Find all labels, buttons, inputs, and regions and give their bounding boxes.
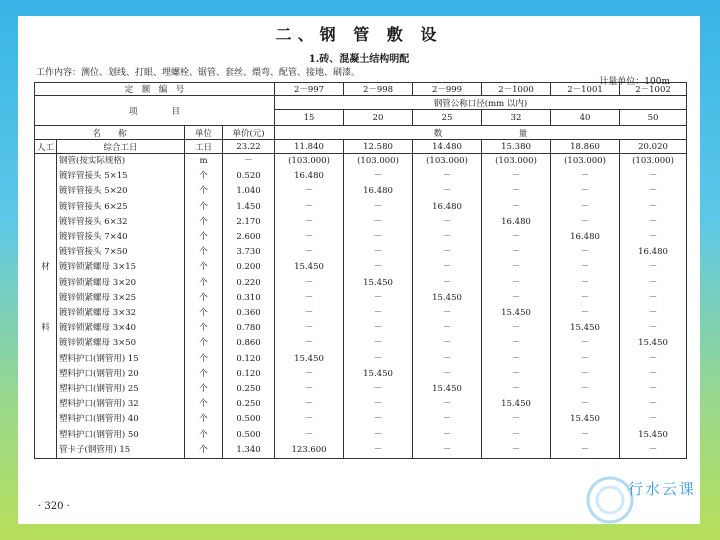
material-category-cell [35, 306, 57, 321]
material-value: (103.000) [413, 154, 482, 170]
material-unit: 个 [185, 200, 223, 215]
material-price: 0.500 [223, 428, 275, 443]
code-cell: 2－998 [344, 83, 413, 96]
slide-page [18, 16, 700, 524]
material-category-cell [35, 367, 57, 382]
labor-value: 20.020 [620, 140, 687, 154]
material-value: 15.450 [344, 276, 413, 291]
code-cell: 2－1002 [620, 83, 687, 96]
material-row [35, 260, 687, 275]
material-value: － [413, 397, 482, 412]
material-value: 16.480 [275, 169, 344, 184]
material-name: 镀锌锁紧螺母 3×25 [57, 291, 185, 306]
material-value: － [344, 245, 413, 260]
material-value: － [275, 397, 344, 412]
material-row [35, 245, 687, 260]
material-price: 1.040 [223, 184, 275, 199]
material-value: － [620, 412, 687, 427]
material-value: 16.480 [344, 184, 413, 199]
material-value: 16.480 [620, 245, 687, 260]
item-header: 项 目 [35, 96, 275, 126]
material-row [35, 291, 687, 306]
amount-header: 数 量 [275, 126, 687, 140]
material-unit: 个 [185, 306, 223, 321]
material-value: － [620, 443, 687, 459]
material-unit: 个 [185, 184, 223, 199]
material-row [35, 428, 687, 443]
material-name: 镀锌锁紧螺母 3×20 [57, 276, 185, 291]
material-row [35, 367, 687, 382]
material-value: － [275, 184, 344, 199]
material-price: 2.600 [223, 230, 275, 245]
material-value: － [344, 397, 413, 412]
material-value: － [344, 260, 413, 275]
material-category-cell [35, 412, 57, 427]
material-row [35, 382, 687, 397]
material-value: － [275, 200, 344, 215]
material-row [35, 215, 687, 230]
material-value: － [413, 245, 482, 260]
material-value: － [482, 428, 551, 443]
material-unit: 个 [185, 321, 223, 336]
material-value: － [482, 184, 551, 199]
material-value: － [551, 397, 620, 412]
material-value: － [551, 215, 620, 230]
diameter-cell: 25 [413, 110, 482, 126]
material-unit: 个 [185, 397, 223, 412]
material-value: － [551, 184, 620, 199]
material-unit: m [185, 154, 223, 170]
material-price: 0.250 [223, 397, 275, 412]
unit-label: 计量单位：100m [599, 77, 670, 87]
quota-table [34, 82, 687, 459]
material-category-cell [35, 154, 57, 170]
material-value: － [482, 443, 551, 459]
material-value: － [275, 276, 344, 291]
diameter-cell: 40 [551, 110, 620, 126]
material-value: (103.000) [620, 154, 687, 170]
material-value: (103.000) [275, 154, 344, 170]
material-category-cell [35, 382, 57, 397]
material-name: 管卡子(钢管用) 15 [57, 443, 185, 459]
material-value: － [344, 200, 413, 215]
materials-body [35, 154, 687, 459]
material-price: － [223, 154, 275, 170]
material-price: 0.120 [223, 367, 275, 382]
material-category-cell: 材 [35, 260, 57, 275]
material-value: － [482, 367, 551, 382]
labor-value: 12.580 [344, 140, 413, 154]
material-unit: 个 [185, 245, 223, 260]
logo-text: 行水云课 [628, 480, 697, 498]
material-name: 塑料护口(钢管用) 32 [57, 397, 185, 412]
material-value: － [620, 230, 687, 245]
material-category-cell: 料 [35, 321, 57, 336]
material-price: 0.520 [223, 169, 275, 184]
material-unit: 个 [185, 352, 223, 367]
material-category-cell [35, 291, 57, 306]
material-name: 镀锌管接头 6×25 [57, 200, 185, 215]
material-value: － [482, 382, 551, 397]
material-value: － [620, 215, 687, 230]
material-price: 0.120 [223, 352, 275, 367]
material-value: － [275, 321, 344, 336]
material-value: － [620, 321, 687, 336]
material-price: 0.220 [223, 276, 275, 291]
material-value: － [344, 428, 413, 443]
material-value: － [344, 443, 413, 459]
labor-value: 11.840 [275, 140, 344, 154]
material-value: － [620, 276, 687, 291]
material-price: 0.860 [223, 336, 275, 351]
material-value: － [275, 428, 344, 443]
material-price: 1.450 [223, 200, 275, 215]
material-category-cell [35, 215, 57, 230]
material-category-cell [35, 443, 57, 459]
material-row [35, 169, 687, 184]
material-unit: 个 [185, 169, 223, 184]
material-value: 16.480 [413, 200, 482, 215]
material-unit: 个 [185, 443, 223, 459]
unit-header: 单位 [185, 126, 223, 140]
material-value: － [620, 397, 687, 412]
labor-value: 18.860 [551, 140, 620, 154]
material-value: － [620, 200, 687, 215]
material-value: － [413, 169, 482, 184]
material-value: － [620, 382, 687, 397]
material-row [35, 154, 687, 170]
material-category-cell [35, 352, 57, 367]
code-cell: 2－999 [413, 83, 482, 96]
material-value: － [344, 230, 413, 245]
material-value: － [344, 321, 413, 336]
material-category-cell [35, 245, 57, 260]
material-value: － [482, 352, 551, 367]
material-unit: 个 [185, 215, 223, 230]
material-name: 塑料护口(钢管用) 50 [57, 428, 185, 443]
material-row [35, 184, 687, 199]
material-value: － [413, 321, 482, 336]
material-row [35, 321, 687, 336]
material-row [35, 412, 687, 427]
code-cell: 2－1001 [551, 83, 620, 96]
material-value: － [482, 412, 551, 427]
material-value: － [551, 291, 620, 306]
watermark-logo [580, 464, 700, 524]
material-value: － [344, 412, 413, 427]
material-unit: 个 [185, 260, 223, 275]
material-category-cell [35, 428, 57, 443]
material-value: － [482, 169, 551, 184]
material-name: 镀锌管接头 5×15 [57, 169, 185, 184]
labor-unit: 工日 [185, 140, 223, 154]
material-value: － [413, 184, 482, 199]
material-name: 镀锌锁紧螺母 3×40 [57, 321, 185, 336]
material-value: － [344, 306, 413, 321]
material-name: 塑料护口(钢管用) 25 [57, 382, 185, 397]
material-value: － [551, 367, 620, 382]
work-content: 工作内容：测位、划线、打眼、埋螺栓、锯管、套丝、煨弯、配管、接地、刷漆。 [36, 68, 361, 78]
material-price: 3.730 [223, 245, 275, 260]
material-value: 15.450 [413, 291, 482, 306]
material-value: － [275, 367, 344, 382]
material-value: 15.450 [344, 367, 413, 382]
material-unit: 个 [185, 367, 223, 382]
material-price: 0.310 [223, 291, 275, 306]
material-category-cell [35, 169, 57, 184]
material-value: － [551, 245, 620, 260]
labor-row [35, 140, 687, 154]
labor-name: 综合工日 [57, 140, 185, 154]
material-value: － [344, 382, 413, 397]
material-value: (103.000) [551, 154, 620, 170]
material-value: 15.450 [551, 321, 620, 336]
diameter-cell: 32 [482, 110, 551, 126]
material-name: 镀锌管接头 6×32 [57, 215, 185, 230]
material-value: － [413, 367, 482, 382]
material-value: － [620, 260, 687, 275]
labor-category: 人工 [35, 140, 57, 154]
material-value: － [344, 352, 413, 367]
material-value: － [551, 306, 620, 321]
diameter-header: 钢管公称口径(mm 以内) [275, 96, 687, 110]
material-row [35, 230, 687, 245]
material-value: 15.450 [482, 306, 551, 321]
diameter-cell: 20 [344, 110, 413, 126]
material-name: 镀锌管接头 7×50 [57, 245, 185, 260]
material-row [35, 397, 687, 412]
name-header: 名 称 [35, 126, 185, 140]
material-value: － [344, 291, 413, 306]
material-value: － [620, 367, 687, 382]
material-name: 钢管(按实际规格) [57, 154, 185, 170]
material-row [35, 306, 687, 321]
material-value: － [482, 291, 551, 306]
material-price: 0.200 [223, 260, 275, 275]
material-value: － [275, 245, 344, 260]
material-unit: 个 [185, 230, 223, 245]
material-price: 0.360 [223, 306, 275, 321]
material-value: － [413, 412, 482, 427]
page-subtitle: 1.砖、混凝土结构明配 [308, 54, 410, 65]
material-unit: 个 [185, 428, 223, 443]
price-header: 单价(元) [223, 126, 275, 140]
material-category-cell [35, 336, 57, 351]
material-value: 123.600 [275, 443, 344, 459]
material-category-cell [35, 184, 57, 199]
material-category-cell [35, 276, 57, 291]
material-value: 15.450 [275, 352, 344, 367]
quota-code-header: 定 额 编 号 [35, 83, 275, 96]
material-value: － [620, 169, 687, 184]
material-value: － [482, 230, 551, 245]
material-category-cell [35, 230, 57, 245]
material-price: 0.250 [223, 382, 275, 397]
material-value: 16.480 [551, 230, 620, 245]
material-value: － [620, 184, 687, 199]
material-value: 15.450 [620, 428, 687, 443]
material-row [35, 276, 687, 291]
material-value: － [551, 200, 620, 215]
labor-price: 23.22 [223, 140, 275, 154]
material-value: 15.450 [482, 397, 551, 412]
material-value: － [413, 443, 482, 459]
labor-value: 14.480 [413, 140, 482, 154]
material-value: － [482, 276, 551, 291]
material-name: 镀锌锁紧螺母 3×15 [57, 260, 185, 275]
material-unit: 个 [185, 412, 223, 427]
diameter-cell: 50 [620, 110, 687, 126]
material-name: 塑料护口(钢管用) 20 [57, 367, 185, 382]
material-value: (103.000) [344, 154, 413, 170]
material-row [35, 443, 687, 459]
material-value: － [413, 260, 482, 275]
material-price: 2.170 [223, 215, 275, 230]
material-value: － [482, 336, 551, 351]
material-value: 15.450 [275, 260, 344, 275]
material-row [35, 352, 687, 367]
material-value: － [551, 352, 620, 367]
material-row [35, 200, 687, 215]
material-value: － [413, 336, 482, 351]
material-value: － [344, 215, 413, 230]
material-unit: 个 [185, 336, 223, 351]
material-category-cell [35, 397, 57, 412]
material-value: － [413, 306, 482, 321]
material-value: 15.450 [620, 336, 687, 351]
material-value: － [275, 412, 344, 427]
material-value: (103.000) [482, 154, 551, 170]
material-value: － [482, 245, 551, 260]
material-value: － [275, 382, 344, 397]
material-value: － [413, 276, 482, 291]
material-value: 15.450 [551, 412, 620, 427]
page-number: · 320 · [38, 501, 70, 512]
material-name: 镀锌锁紧螺母 3×32 [57, 306, 185, 321]
material-value: － [620, 352, 687, 367]
material-value: － [482, 200, 551, 215]
material-value: － [620, 306, 687, 321]
material-value: － [551, 276, 620, 291]
material-unit: 个 [185, 382, 223, 397]
page-title: 二、钢 管 敷 设 [275, 25, 443, 44]
material-value: － [344, 336, 413, 351]
material-name: 镀锌锁紧螺母 3×50 [57, 336, 185, 351]
material-value: － [275, 336, 344, 351]
material-name: 塑料护口(钢管用) 15 [57, 352, 185, 367]
material-value: － [551, 382, 620, 397]
material-value: － [482, 260, 551, 275]
material-value: － [620, 291, 687, 306]
material-value: － [275, 215, 344, 230]
material-price: 1.340 [223, 443, 275, 459]
material-price: 0.780 [223, 321, 275, 336]
material-value: － [551, 336, 620, 351]
material-name: 镀锌管接头 7×40 [57, 230, 185, 245]
material-value: － [413, 215, 482, 230]
material-name: 镀锌管接头 5×20 [57, 184, 185, 199]
material-value: － [413, 352, 482, 367]
material-unit: 个 [185, 291, 223, 306]
material-unit: 个 [185, 276, 223, 291]
code-cell: 2－1000 [482, 83, 551, 96]
material-name: 塑料护口(钢管用) 40 [57, 412, 185, 427]
material-value: 15.450 [413, 382, 482, 397]
material-value: 16.480 [482, 215, 551, 230]
material-value: － [344, 169, 413, 184]
material-value: － [551, 428, 620, 443]
material-value: － [482, 321, 551, 336]
material-category-cell [35, 200, 57, 215]
material-value: － [551, 169, 620, 184]
diameter-cell: 15 [275, 110, 344, 126]
material-value: － [275, 230, 344, 245]
labor-value: 15.380 [482, 140, 551, 154]
material-value: － [413, 230, 482, 245]
material-row [35, 336, 687, 351]
material-value: － [551, 260, 620, 275]
material-value: － [275, 306, 344, 321]
material-value: － [551, 443, 620, 459]
material-value: － [413, 428, 482, 443]
material-value: － [275, 291, 344, 306]
material-price: 0.500 [223, 412, 275, 427]
code-cell: 2－997 [275, 83, 344, 96]
